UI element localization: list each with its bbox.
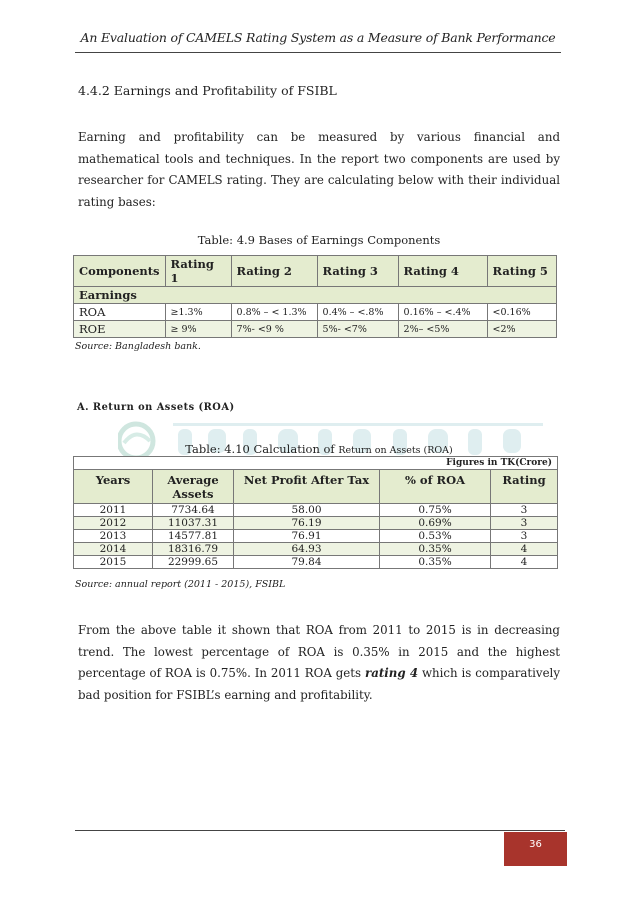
table-cell: 5%- <7% [317, 321, 398, 338]
table-row [74, 556, 558, 569]
table-cell: 18316.79 [153, 543, 234, 556]
table1-header-cell: Rating 1 [165, 256, 231, 287]
table-cell: 3 [491, 517, 558, 530]
table1-header-cell: Rating 5 [487, 256, 556, 287]
table1-header-row [74, 256, 557, 287]
table-row [74, 304, 557, 321]
page-number: 36 [504, 832, 567, 866]
table-cell: 64.93 [234, 543, 380, 556]
table-cell: 0.35% [380, 543, 491, 556]
table-cell: 0.53% [380, 530, 491, 543]
table-cell: 2015 [74, 556, 153, 569]
table-cell: ≥1.3% [165, 304, 231, 321]
table2-header-cell: Years [74, 470, 153, 504]
table2-header-cell: Average Assets [153, 470, 234, 504]
table-cell: 2011 [74, 504, 153, 517]
table-cell: 76.91 [234, 530, 380, 543]
header-rule [75, 52, 561, 53]
conclusion-text-after: which is comparatively bad position for FSIBL’s earning and profitability. [78, 666, 560, 702]
table-cell: 3 [491, 504, 558, 517]
table1-caption: Table: 4.9 Bases of Earnings Components [197, 233, 441, 247]
table1-section-row [74, 287, 557, 304]
table-cell: 4 [491, 556, 558, 569]
table2-caption-main: Table: 4.10 Calculation of [185, 442, 339, 456]
intro-paragraph: Earning and profitability can be measured by various financial and mathematical tools and techniques. In the report two components are used by researcher for CAMELS rating. They are calculating below with their individual rating bases: [78, 130, 560, 209]
table2-source: Source: annual report (2011 - 2015), FSIBL [75, 579, 286, 590]
table-cell: 58.00 [234, 504, 380, 517]
table2-header-row [74, 470, 558, 504]
table-cell: ≥ 9% [165, 321, 231, 338]
roa-subheading: A. Return on Assets (ROA) [77, 402, 235, 413]
table1-header-cell: Rating 2 [231, 256, 317, 287]
figures-note-row [74, 457, 558, 470]
table2-caption-small: Return on Assets (ROA) [338, 445, 453, 456]
table-cell: 7%- <9 % [231, 321, 317, 338]
table2-header-cell: % of ROA [380, 470, 491, 504]
table-cell: 14577.81 [153, 530, 234, 543]
running-header: An Evaluation of CAMELS Rating System as a Measure of Bank Performance [80, 30, 556, 45]
table2-header-cell: Net Profit After Tax [234, 470, 380, 504]
table1-header-cell: Rating 3 [317, 256, 398, 287]
table-cell: 0.4% – <.8% [317, 304, 398, 321]
table-row [74, 530, 558, 543]
footer-rule [75, 830, 565, 831]
table-cell: 2%– <5% [398, 321, 487, 338]
table-cell: 3 [491, 530, 558, 543]
table-cell: 2014 [74, 543, 153, 556]
table-cell: ROA [74, 304, 166, 321]
table-cell: 79.84 [234, 556, 380, 569]
table-cell: 11037.31 [153, 517, 234, 530]
table-cell: 0.35% [380, 556, 491, 569]
section-title: 4.4.2 Earnings and Profitability of FSIBL [78, 83, 337, 98]
table-row [74, 321, 557, 338]
conclusion-paragraph [78, 620, 560, 706]
table-row [74, 517, 558, 530]
table2-header-cell: Rating [491, 470, 558, 504]
table-cell: 2013 [74, 530, 153, 543]
table-cell: <2% [487, 321, 556, 338]
table1-header-cell: Rating 4 [398, 256, 487, 287]
earnings-bases-table [73, 255, 557, 338]
table-cell: 0.16% – <.4% [398, 304, 487, 321]
table-cell: ROE [74, 321, 166, 338]
table-cell: <0.16% [487, 304, 556, 321]
table-cell: 0.8% – < 1.3% [231, 304, 317, 321]
table-cell: 76.19 [234, 517, 380, 530]
rating-emphasis: rating 4 [364, 666, 419, 680]
conclusion-text-before: From the above table it shown that ROA from 2011 to 2015 is in decreasing trend. The lowest percentage of ROA is 0.35% in 2015 and the highest percentage of ROA is 0.75%. In 2011 ROA gets [78, 623, 560, 680]
table-row [74, 504, 558, 517]
table-row [74, 543, 558, 556]
figures-note: Figures in TK(Crore) [74, 457, 558, 470]
table-cell: 4 [491, 543, 558, 556]
table-cell: 2012 [74, 517, 153, 530]
roa-calculation-table [73, 456, 558, 569]
table-cell: 0.75% [380, 504, 491, 517]
table1-source: Source: Bangladesh bank. [75, 341, 201, 352]
table2-caption [78, 442, 560, 456]
table-cell: 22999.65 [153, 556, 234, 569]
table1-section-label: Earnings [74, 287, 557, 304]
table-cell: 7734.64 [153, 504, 234, 517]
table1-header-cell: Components [74, 256, 166, 287]
table-cell: 0.69% [380, 517, 491, 530]
